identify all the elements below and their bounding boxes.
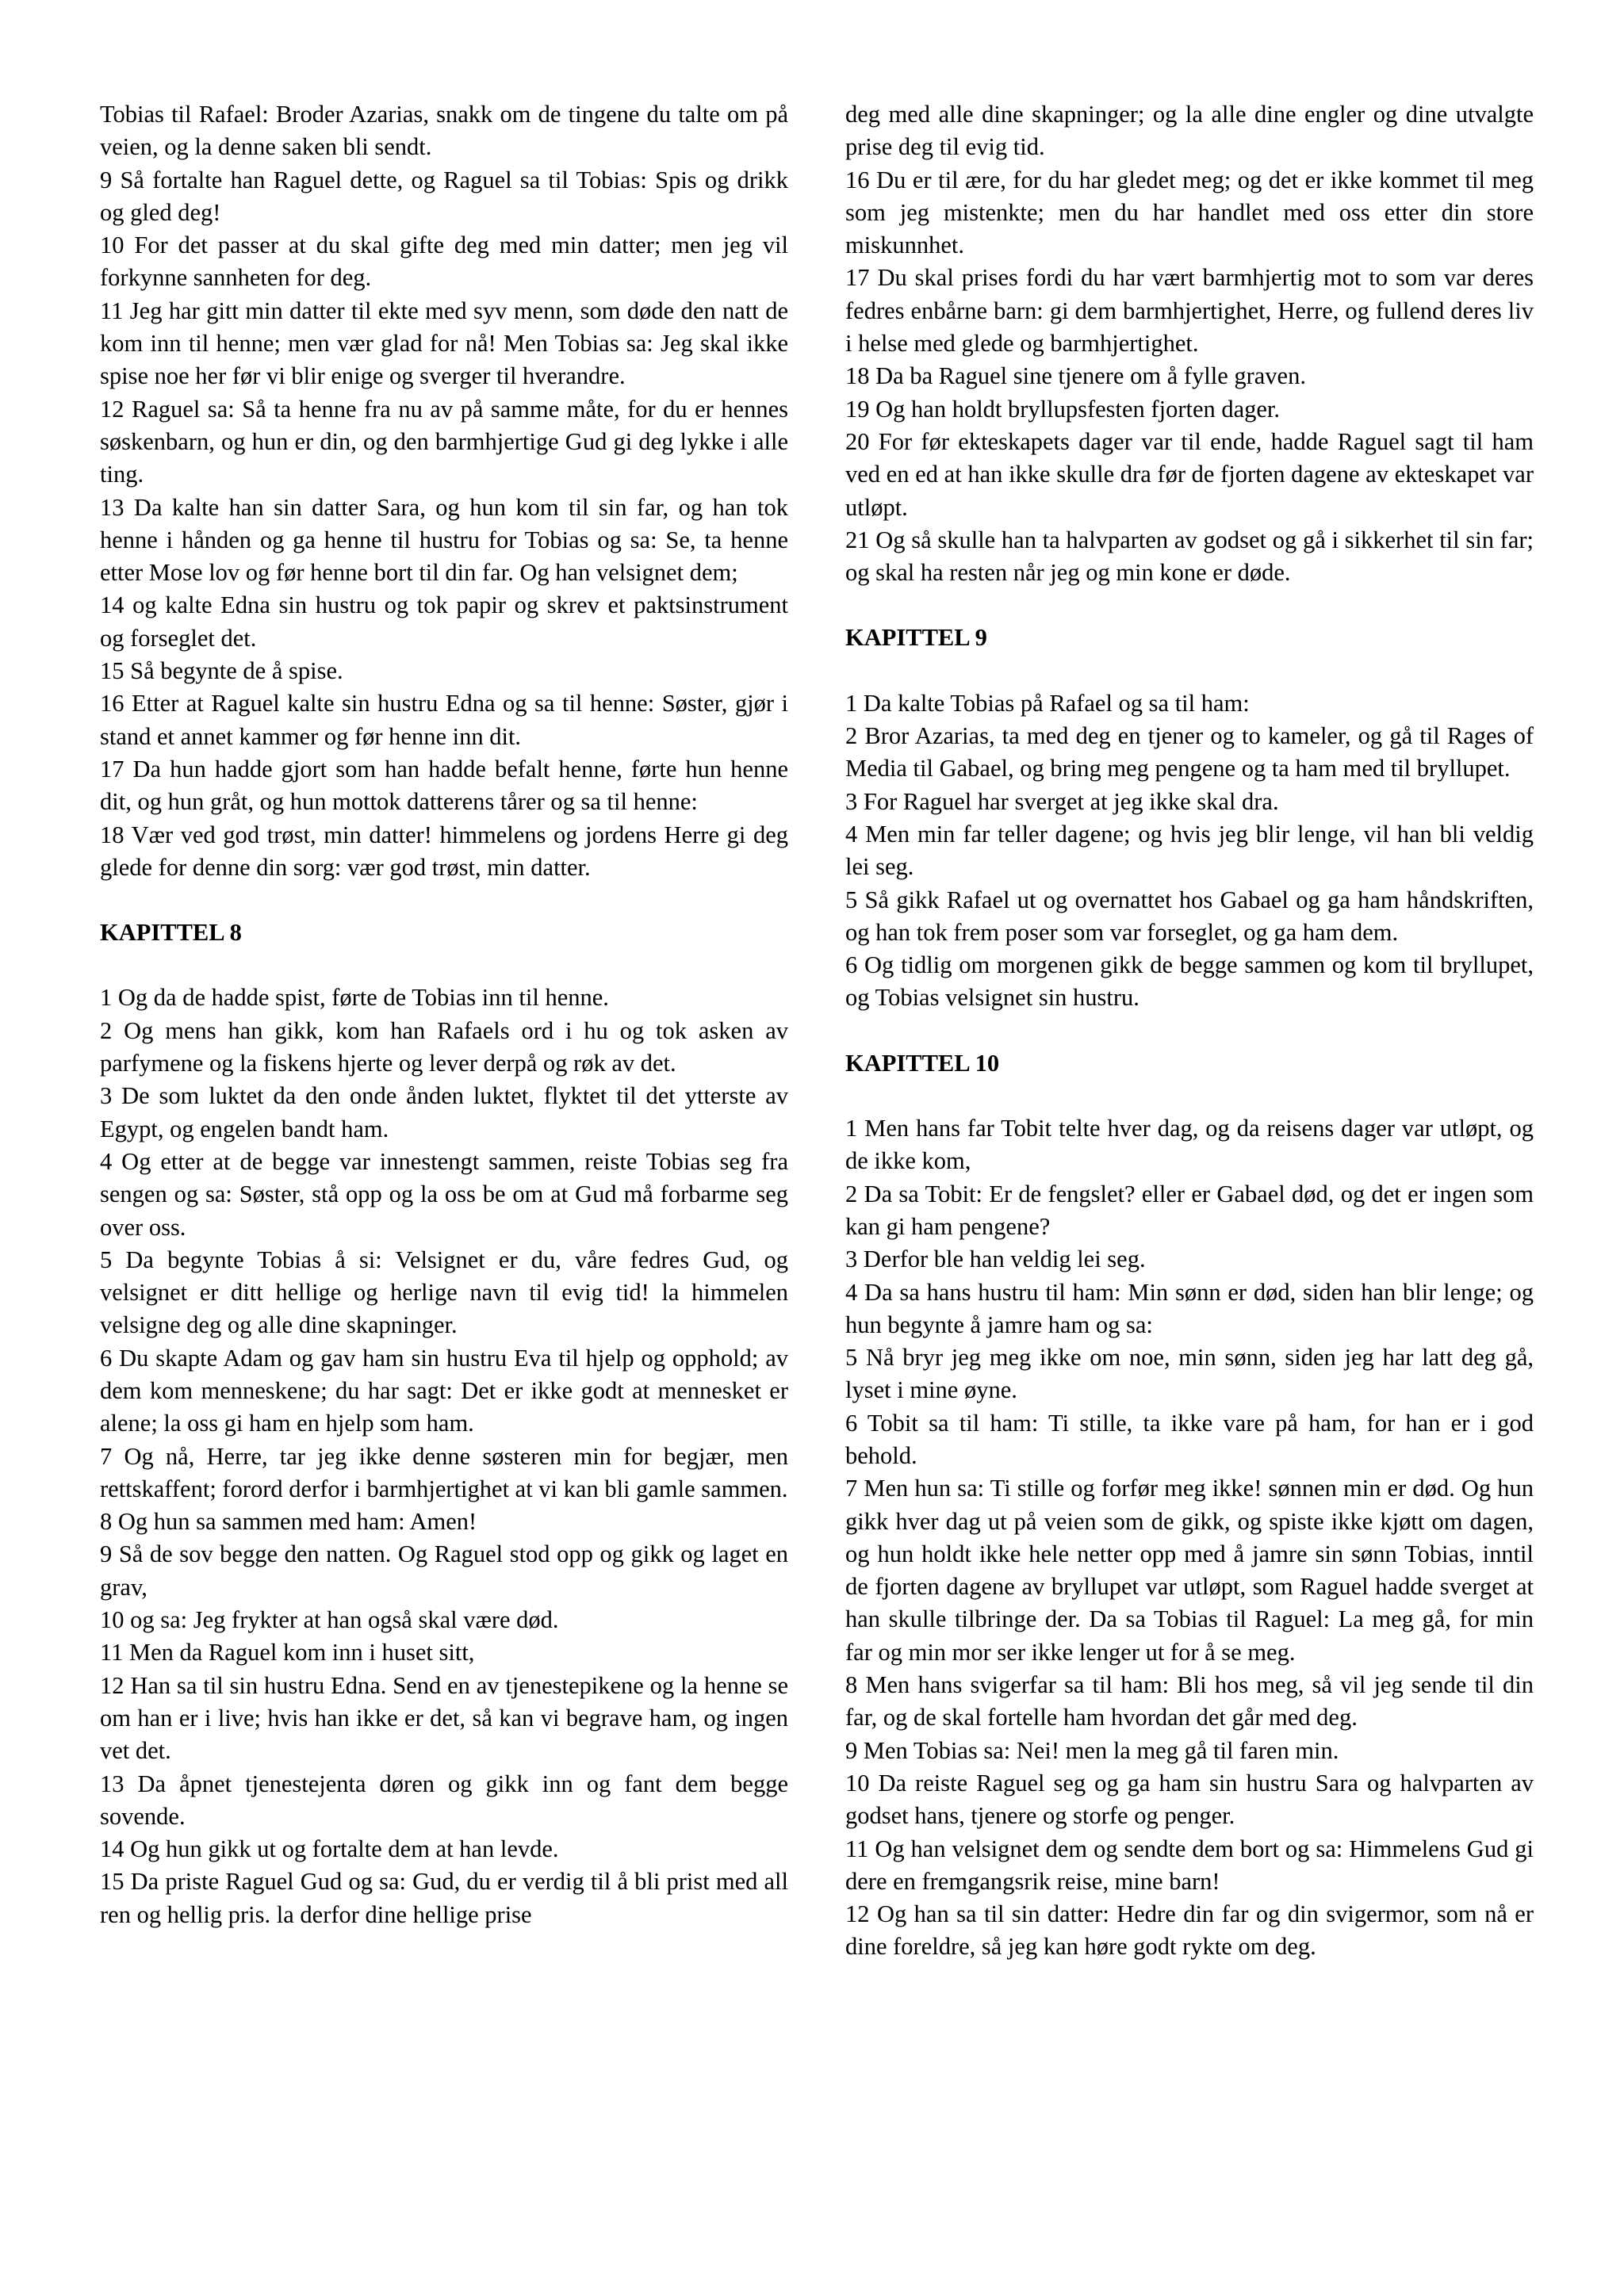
paragraph: 3 De som luktet da den onde ånden luktet, flyktet til det ytterste av Egypt, og engelen bandt ham. xyxy=(100,1082,788,1142)
paragraph: 13 Da åpnet tjenestejenta døren og gikk inn og fant dem begge sovende. xyxy=(100,1770,788,1830)
paragraph: 1 Da kalte Tobias på Rafael og sa til ham: xyxy=(845,689,1250,717)
paragraph: 6 Og tidlig om morgenen gikk de begge sammen og kom til bryllupet, og Tobias velsignet sin hustru. xyxy=(845,951,1534,1012)
right-intro-verses xyxy=(845,98,1534,589)
chapter-8-heading: KAPITTEL 8 xyxy=(100,919,242,947)
paragraph: 16 Du er til ære, for du har gledet meg; og det er ikke kommet til meg som jeg mistenkte; men du har handlet med oss etter din store miskunnhet. xyxy=(845,166,1534,259)
chapter-8-verses xyxy=(100,982,788,1931)
paragraph: 14 Og hun gikk ut og fortalte dem at han levde. xyxy=(100,1835,559,1863)
paragraph: 12 Han sa til sin hustru Edna. Send en av tjenestepikene og la henne se om han er i live; hvis han ikke er det, så kan vi begrave ham, og ingen vet det. xyxy=(100,1671,788,1765)
paragraph: 11 Men da Raguel kom inn i huset sitt, xyxy=(100,1639,475,1667)
paragraph: 21 Og så skulle han ta halvparten av godset og gå i sikkerhet til sin far; og skal ha resten når jeg og min kone er døde. xyxy=(845,526,1534,587)
paragraph: 2 Og mens han gikk, kom han Rafaels ord i hu og tok asken av parfymene og la fiskens hjerte og lever derpå og røk av det. xyxy=(100,1016,788,1077)
paragraph: 3 For Raguel har sverget at jeg ikke skal dra. xyxy=(845,787,1279,815)
paragraph: 4 Men min far teller dagene; og hvis jeg blir lenge, vil han bli veldig lei seg. xyxy=(845,820,1534,881)
paragraph: 17 Da hun hadde gjort som han hadde befalt henne, førte hun henne dit, og hun gråt, og hun mottok datterens tårer og sa til henne: xyxy=(100,755,788,816)
paragraph: 6 Tobit sa til ham: Ti stille, ta ikke vare på ham, for han er i god behold. xyxy=(845,1409,1534,1469)
paragraph: 19 Og han holdt bryllupsfesten fjorten dager. xyxy=(845,395,1281,423)
chapter-10-heading: KAPITTEL 10 xyxy=(845,1049,1000,1077)
paragraph: 16 Etter at Raguel kalte sin hustru Edna og sa til henne: Søster, gjør i stand et annet kammer og før henne inn dit. xyxy=(100,690,788,750)
paragraph: 15 Da priste Raguel Gud og sa: Gud, du er verdig til å bli prist med all ren og hellig pris. la derfor dine hellige prise xyxy=(100,1868,788,1928)
left-intro-verses xyxy=(100,98,788,884)
paragraph: 12 Og han sa til sin datter: Hedre din far og din svigermor, som nå er dine foreldre, så jeg kan høre godt rykte om deg. xyxy=(845,1900,1534,1961)
paragraph: 10 og sa: Jeg frykter at han også skal være død. xyxy=(100,1606,559,1634)
paragraph: 11 Og han velsignet dem og sendte dem bort og sa: Himmelens Gud gi dere en fremgangsrik reise, mine barn! xyxy=(845,1835,1534,1895)
paragraph: 17 Du skal prises fordi du har vært barmhjertig mot to som var deres fedres enbårne barn: gi dem barmhjertighet, Herre, og fullend deres liv i helse med glede og barmhjertighet. xyxy=(845,264,1534,358)
paragraph: 10 For det passer at du skal gifte deg med min datter; men jeg vil forkynne sannheten for deg. xyxy=(100,232,788,292)
paragraph: 13 Da kalte han sin datter Sara, og hun kom til sin far, og han tok henne i hånden og ga henne til hustru for Tobias og sa: Se, ta henne etter Mose lov og før henne bort til din far. Og han velsignet dem; xyxy=(100,493,788,587)
paragraph: 20 For før ekteskapets dager var til ende, hadde Raguel sagt til ham ved en ed at han ikke skulle dra før de fjorten dagene av ekteskapet var utløpt. xyxy=(845,427,1534,521)
paragraph: 3 Derfor ble han veldig lei seg. xyxy=(845,1246,1146,1273)
left-column xyxy=(100,98,788,1931)
chapter-10-verses xyxy=(845,1112,1534,1964)
paragraph: deg med alle dine skapninger; og la alle dine engler og dine utvalgte prise deg til evig tid. xyxy=(845,101,1534,161)
paragraph: 14 og kalte Edna sin hustru og tok papir og skrev et paktsinstrument og forseglet det. xyxy=(100,591,788,652)
paragraph: 5 Da begynte Tobias å si: Velsignet er du, våre fedres Gud, og velsignet er ditt hellige og herlige navn til evig tid! la himmelen velsigne deg og alle dine skapninger. xyxy=(100,1246,788,1339)
paragraph: 6 Du skapte Adam og gav ham sin hustru Eva til hjelp og opphold; av dem kom menneskene; du har sagt: Det er ikke godt at mennesket er alene; la oss gi ham en hjelp som ham. xyxy=(100,1344,788,1437)
paragraph: Tobias til Rafael: Broder Azarias, snakk om de tingene du talte om på veien, og la denne saken bli sendt. xyxy=(100,101,788,161)
chapter-9-heading: KAPITTEL 9 xyxy=(845,624,987,652)
paragraph: 5 Så gikk Rafael ut og overnattet hos Gabael og ga ham håndskriften, og han tok frem poser som var forseglet, og ga ham dem. xyxy=(845,886,1534,946)
paragraph: 18 Vær ved god trøst, min datter! himmelens og jordens Herre gi deg glede for denne din sorg: vær god trøst, min datter. xyxy=(100,821,788,881)
chapter-9-verses xyxy=(845,687,1534,1015)
right-column xyxy=(845,98,1534,1964)
paragraph: 18 Da ba Raguel sine tjenere om å fylle graven. xyxy=(845,362,1306,390)
paragraph: 7 Men hun sa: Ti stille og forfør meg ikke! sønnen min er død. Og hun gikk hver dag ut på veien som de gikk, og spiste ikke kjøtt om dagen, og hun holdt ikke hele netter opp med å jamre sin sønn Tobias, inntil de fjorten dagene av bryllupet var utløpt, som Raguel hadde sverget at han skulle tilbringe der. Da sa Tobias til Raguel: La meg gå, for min far og min mor ser ikke lenger ut for å se meg. xyxy=(845,1475,1534,1666)
paragraph: 9 Så fortalte han Raguel dette, og Raguel sa til Tobias: Spis og drikk og gled deg! xyxy=(100,166,788,226)
paragraph: 7 Og nå, Herre, tar jeg ikke denne søsteren min for begjær, men rettskaffent; forord derfor i barmhjertighet at vi kan bli gamle sammen. xyxy=(100,1442,788,1502)
paragraph: 11 Jeg har gitt min datter til ekte med syv menn, som døde den natt de kom inn til henne; men vær glad for nå! Men Tobias sa: Jeg skal ikke spise noe her før vi blir enige og sverger til hverandre. xyxy=(100,297,788,390)
paragraph: 2 Bror Azarias, ta med deg en tjener og to kameler, og gå til Rages of Media til Gabael, og bring meg pengene og ta ham med til bryllupet. xyxy=(845,722,1534,783)
paragraph: 1 Men hans far Tobit telte hver dag, og da reisens dager var utløpt, og de ikke kom, xyxy=(845,1115,1534,1175)
paragraph: 4 Og etter at de begge var innestengt sammen, reiste Tobias seg fra sengen og sa: Søster, stå opp og la oss be om at Gud må forbarme seg over oss. xyxy=(100,1147,788,1241)
paragraph: 1 Og da de hadde spist, førte de Tobias inn til henne. xyxy=(100,984,609,1012)
paragraph: 4 Da sa hans hustru til ham: Min sønn er død, siden han blir lenge; og hun begynte å jamre ham og sa: xyxy=(845,1278,1534,1338)
paragraph: 12 Raguel sa: Så ta henne fra nu av på samme måte, for du er hennes søskenbarn, og hun er din, og den barmhjertige Gud gi deg lykke i alle ting. xyxy=(100,395,788,488)
paragraph: 2 Da sa Tobit: Er de fengslet? eller er Gabael død, og det er ingen som kan gi ham pengene? xyxy=(845,1180,1534,1240)
paragraph: 9 Så de sov begge den natten. Og Raguel stod opp og gikk og laget en grav, xyxy=(100,1540,788,1601)
paragraph: 8 Men hans svigerfar sa til ham: Bli hos meg, så vil jeg sende til din far, og de skal fortelle ham hvordan det går med deg. xyxy=(845,1671,1534,1732)
paragraph: 9 Men Tobias sa: Nei! men la meg gå til faren min. xyxy=(845,1736,1339,1764)
paragraph: 8 Og hun sa sammen med ham: Amen! xyxy=(100,1508,477,1536)
paragraph: 10 Da reiste Raguel seg og ga ham sin hustru Sara og halvparten av godset hans, tjenere og storfe og penger. xyxy=(845,1769,1534,1830)
paragraph: 15 Så begynte de å spise. xyxy=(100,657,343,685)
paragraph: 5 Nå bryr jeg meg ikke om noe, min sønn, siden jeg har latt deg gå, lyset i mine øyne. xyxy=(845,1344,1534,1404)
